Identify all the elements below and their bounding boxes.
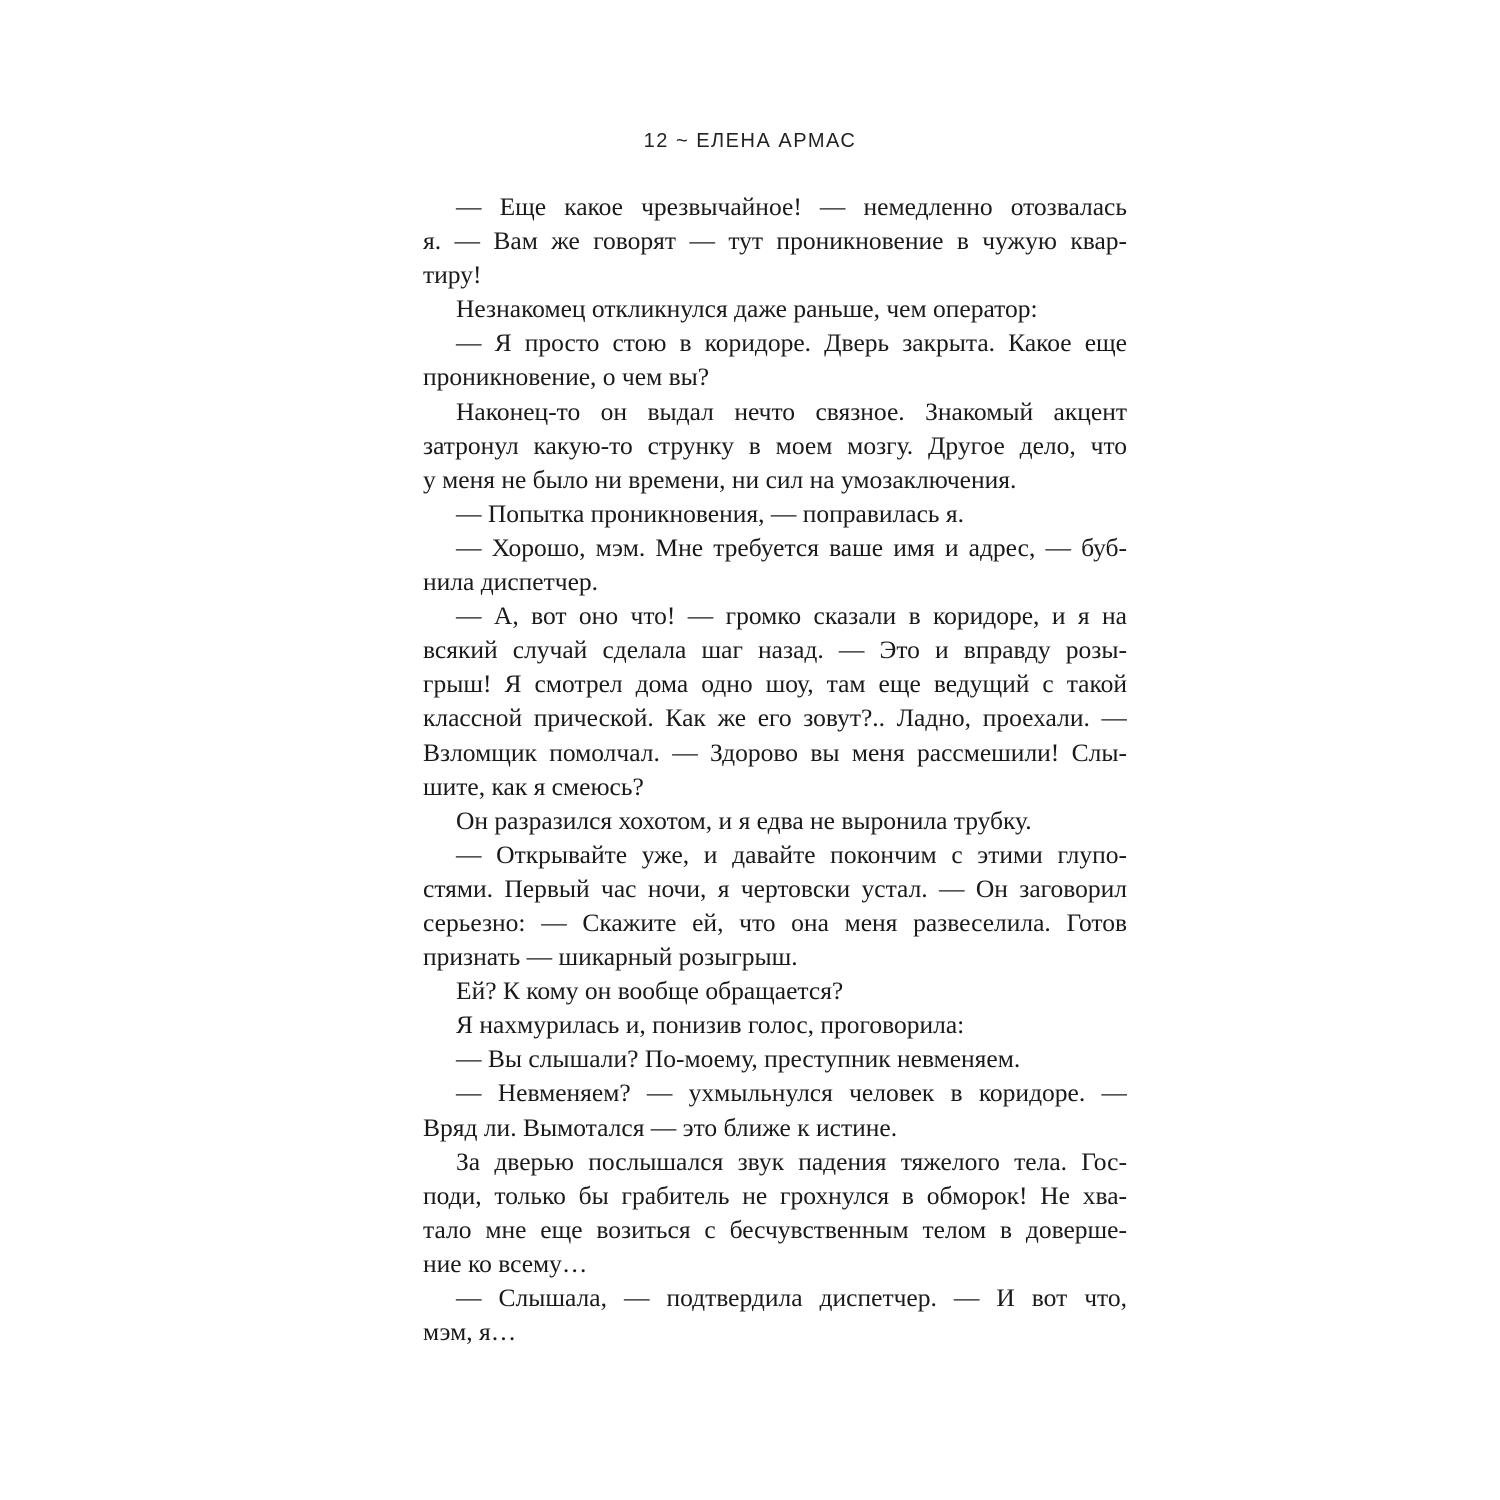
text-line: затронул какую-то струнку в моем мозгу. Другое дело, что: [423, 430, 1127, 460]
text-line: Незнакомец откликнулся даже раньше, чем оператор:: [456, 294, 1038, 324]
author-name: ЕЛЕНА АРМАС: [696, 130, 857, 152]
running-header: [0, 126, 1500, 156]
text-line: — Открывайте уже, и давайте покончим с этими глупо-: [456, 839, 1127, 869]
text-line: Взломщик помолчал. — Здорово вы меня рассмешили! Слы-: [423, 737, 1127, 767]
header-separator: ~: [675, 130, 690, 152]
text-line: классной прической. Как же его зовут?.. Ладно, проехали. —: [423, 703, 1127, 733]
text-line: — Я просто стою в коридоре. Дверь закрыта. Какое еще: [456, 328, 1127, 358]
text-line: нила диспетчер.: [423, 567, 599, 597]
body-text: [423, 190, 1127, 1349]
text-line: я. — Вам же говорят — тут проникновение в чужую квар-: [423, 226, 1127, 256]
text-line: стями. Первый час ночи, я чертовски устал. — Он заговорил: [423, 873, 1127, 903]
text-line: — Вы слышали? По-моему, преступник невменяем.: [456, 1044, 1021, 1074]
text-line: — Еще какое чрезвычайное! — немедленно отозвалась: [456, 192, 1127, 221]
text-line: Наконец-то он выдал нечто связное. Знакомый акцент: [456, 396, 1127, 426]
text-line: — Невменяем? — ухмыльнулся человек в коридоре. —: [456, 1078, 1127, 1108]
text-line: у меня не было ни времени, ни сил на умозаключения.: [423, 464, 1017, 494]
text-line: мэм, я…: [423, 1317, 517, 1347]
text-line: — Хорошо, мэм. Мне требуется ваше имя и адрес, — буб-: [456, 532, 1127, 562]
text-line: — А, вот оно что! — громко сказали в коридоре, и я на: [456, 601, 1127, 631]
page-number: 12: [643, 130, 669, 152]
text-line: шите, как я смеюсь?: [423, 771, 644, 801]
text-line: — Слышала, — подтвердила диспетчер. — И вот что,: [456, 1283, 1127, 1312]
text-line: Ей? К кому он вообще обращается?: [456, 976, 844, 1006]
text-line: Вряд ли. Вымотался — это ближе к истине.: [423, 1112, 898, 1142]
text-line: Он разразился хохотом, и я едва не выронила трубку.: [456, 805, 1032, 835]
text-line: всякий случай сделала шаг назад. — Это и вправду розы-: [423, 635, 1127, 665]
text-line: проникновение, о чем вы?: [423, 362, 710, 392]
text-line: грыш! Я смотрел дома одно шоу, там еще ведущий с такой: [423, 669, 1127, 699]
text-line: поди, только бы грабитель не грохнулся в обморок! Не хва-: [423, 1180, 1127, 1210]
text-line: — Попытка проникновения, — поправилась я.: [456, 498, 965, 528]
text-line: ние ко всему…: [423, 1248, 588, 1278]
text-line: серьезно: — Скажите ей, что она меня развеселила. Готов: [423, 907, 1127, 937]
text-line: За дверью послышался звук падения тяжелого тела. Гос-: [456, 1146, 1127, 1176]
text-line: Я нахмурилась и, понизив голос, проговорила:: [456, 1010, 965, 1040]
text-line: признать — шикарный розыгрыш.: [423, 942, 798, 972]
text-line: тиру!: [423, 260, 482, 290]
text-line: тало мне еще возиться с бесчувственным телом в доверше-: [423, 1214, 1127, 1244]
